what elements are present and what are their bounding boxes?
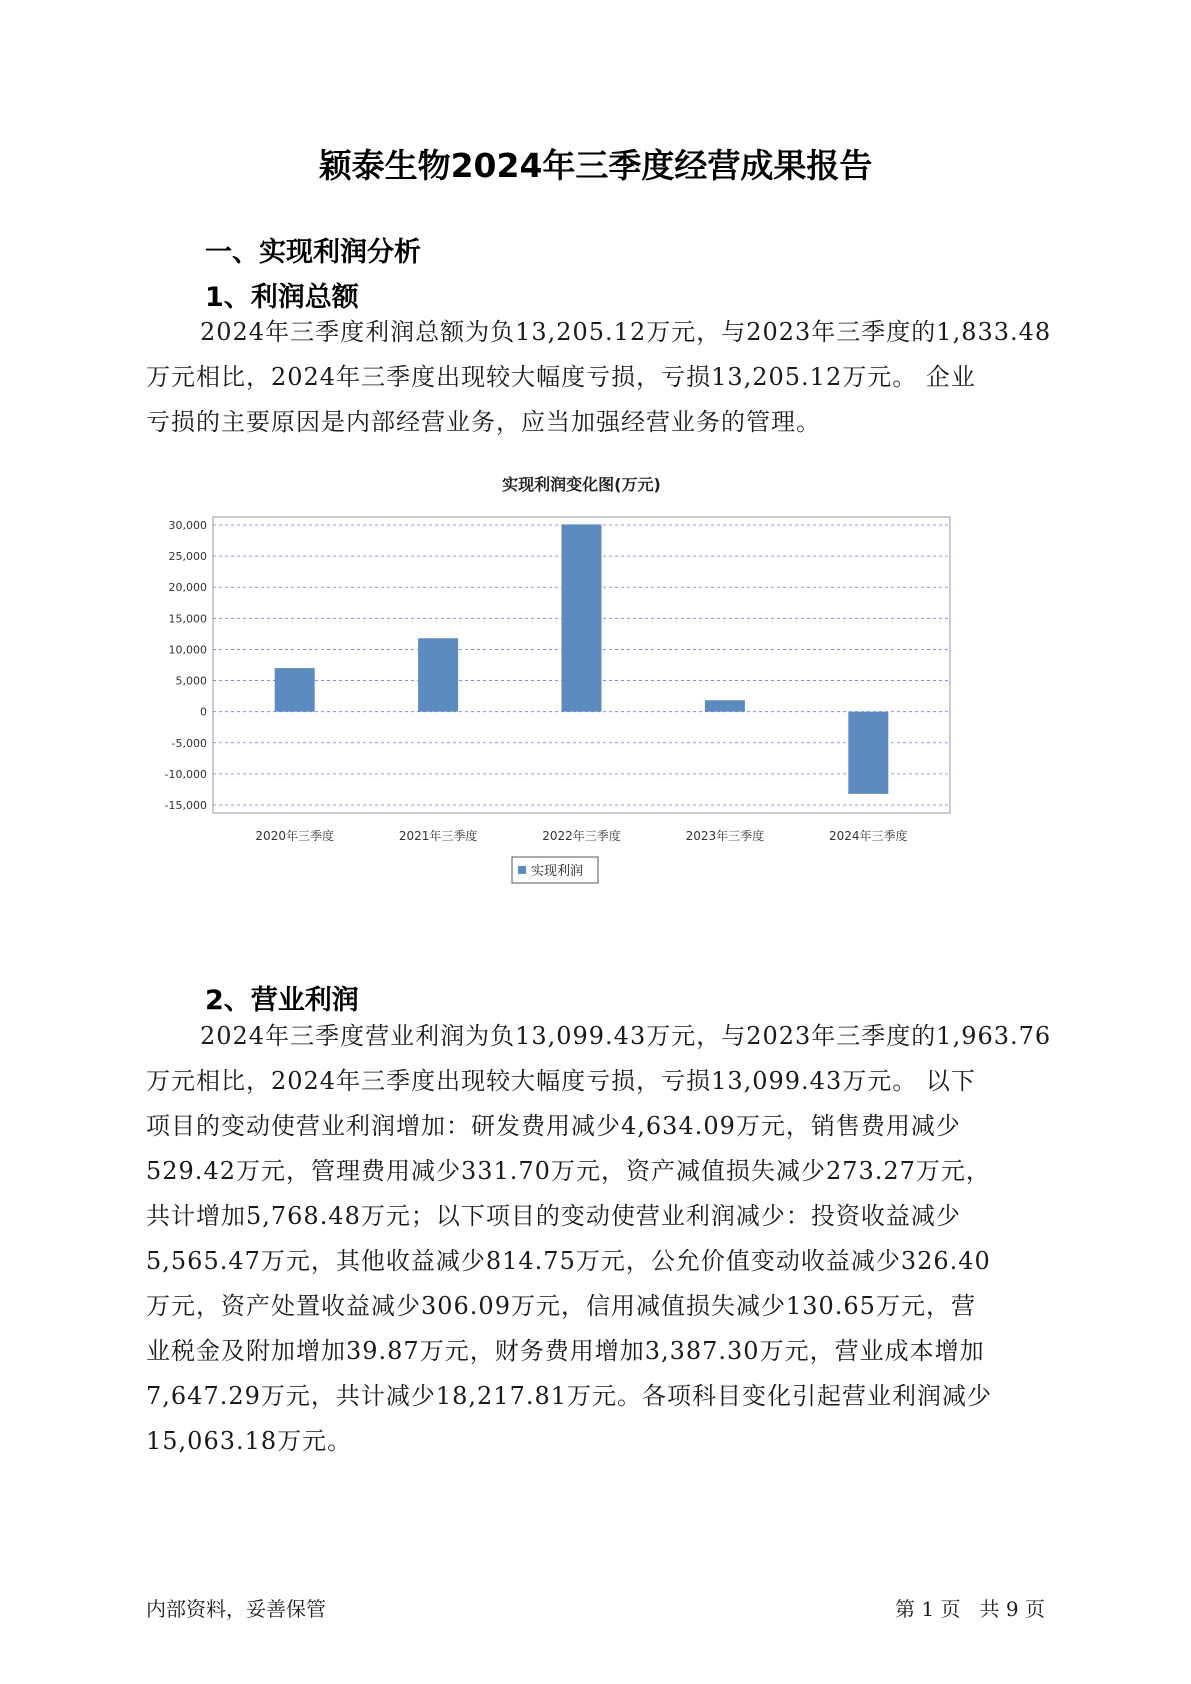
paragraph-line: 共计增加5,768.48万元；以下项目的变动使营业利润减少：投资收益减少 [146, 1202, 961, 1230]
y-tick-label: -15,000 [164, 799, 207, 812]
paragraph-line: 2024年三季度利润总额为负13,205.12万元，与2023年三季度的1,833.48 [200, 318, 1052, 346]
legend-swatch [518, 866, 526, 874]
paragraph-line: 15,063.18万元。 [146, 1427, 353, 1455]
paragraph-line: 万元相比，2024年三季度出现较大幅度亏损，亏损13,205.12万元。 企业 [146, 363, 976, 391]
x-tick-label: 2020年三季度 [255, 829, 334, 843]
paragraph-line: 项目的变动使营业利润增加：研发费用减少4,634.09万元，销售费用减少 [146, 1112, 961, 1140]
bar [418, 638, 458, 711]
paragraph-total-profit [146, 310, 1081, 445]
paragraph-line: 万元，资产处置收益减少306.09万元，信用减值损失减少130.65万元，营 [146, 1292, 976, 1320]
paragraph-line: 业税金及附加增加39.87万元，财务费用增加3,387.30万元，营业成本增加 [146, 1337, 985, 1365]
profit-bar-chart-svg [160, 475, 1040, 955]
y-tick-label: 20,000 [168, 581, 207, 595]
y-tick-label: 5,000 [175, 674, 207, 688]
footer-confidential-note: 内部资料，妥善保管 [146, 1597, 326, 1621]
subheading-total-profit: 1、利润总额 [205, 282, 359, 313]
paragraph-line: 529.42万元，管理费用减少331.70万元，资产减值损失减少273.27万元， [146, 1157, 991, 1185]
paragraph-line: 5,565.47万元，其他收益减少814.75万元，公允价值变动收益减少326.40 [146, 1247, 991, 1275]
section-heading-profit-analysis: 一、实现利润分析 [205, 237, 421, 268]
bar [705, 700, 745, 711]
y-tick-label: 0 [200, 705, 207, 719]
x-tick-label: 2022年三季度 [542, 829, 621, 843]
chart-title: 实现利润变化图(万元) [502, 475, 661, 494]
y-tick-label: 10,000 [168, 643, 207, 657]
paragraph-line: 亏损的主要原因是内部经营业务，应当加强经营业务的管理。 [146, 408, 821, 436]
bar [848, 712, 888, 794]
profit-chart [160, 475, 1040, 955]
subheading-operating-profit: 2、营业利润 [205, 985, 359, 1016]
x-tick-label: 2023年三季度 [685, 829, 765, 843]
y-tick-label: -5,000 [171, 736, 207, 750]
x-tick-label: 2024年三季度 [829, 829, 908, 843]
bar [275, 668, 315, 712]
x-tick-label: 2021年三季度 [398, 829, 478, 843]
report-title: 颖泰生物2024年三季度经营成果报告 [318, 146, 873, 185]
paragraph-operating-profit [146, 1014, 1081, 1464]
bar [562, 524, 602, 711]
y-tick-label: 15,000 [168, 612, 207, 626]
y-tick-label: 30,000 [168, 519, 207, 532]
paragraph-line: 万元相比，2024年三季度出现较大幅度亏损，亏损13,099.43万元。 以下 [146, 1067, 976, 1095]
footer-page-number: 第 1 页 共 9 页 [895, 1597, 1045, 1621]
paragraph-line: 7,647.29万元，共计减少18,217.81万元。各项科目变化引起营业利润减少 [146, 1382, 993, 1410]
legend-label: 实现利润 [531, 864, 584, 879]
y-tick-label: -10,000 [164, 767, 207, 781]
paragraph-line: 2024年三季度营业利润为负13,099.43万元，与2023年三季度的1,963.76 [200, 1022, 1052, 1050]
y-tick-label: 25,000 [168, 550, 207, 564]
